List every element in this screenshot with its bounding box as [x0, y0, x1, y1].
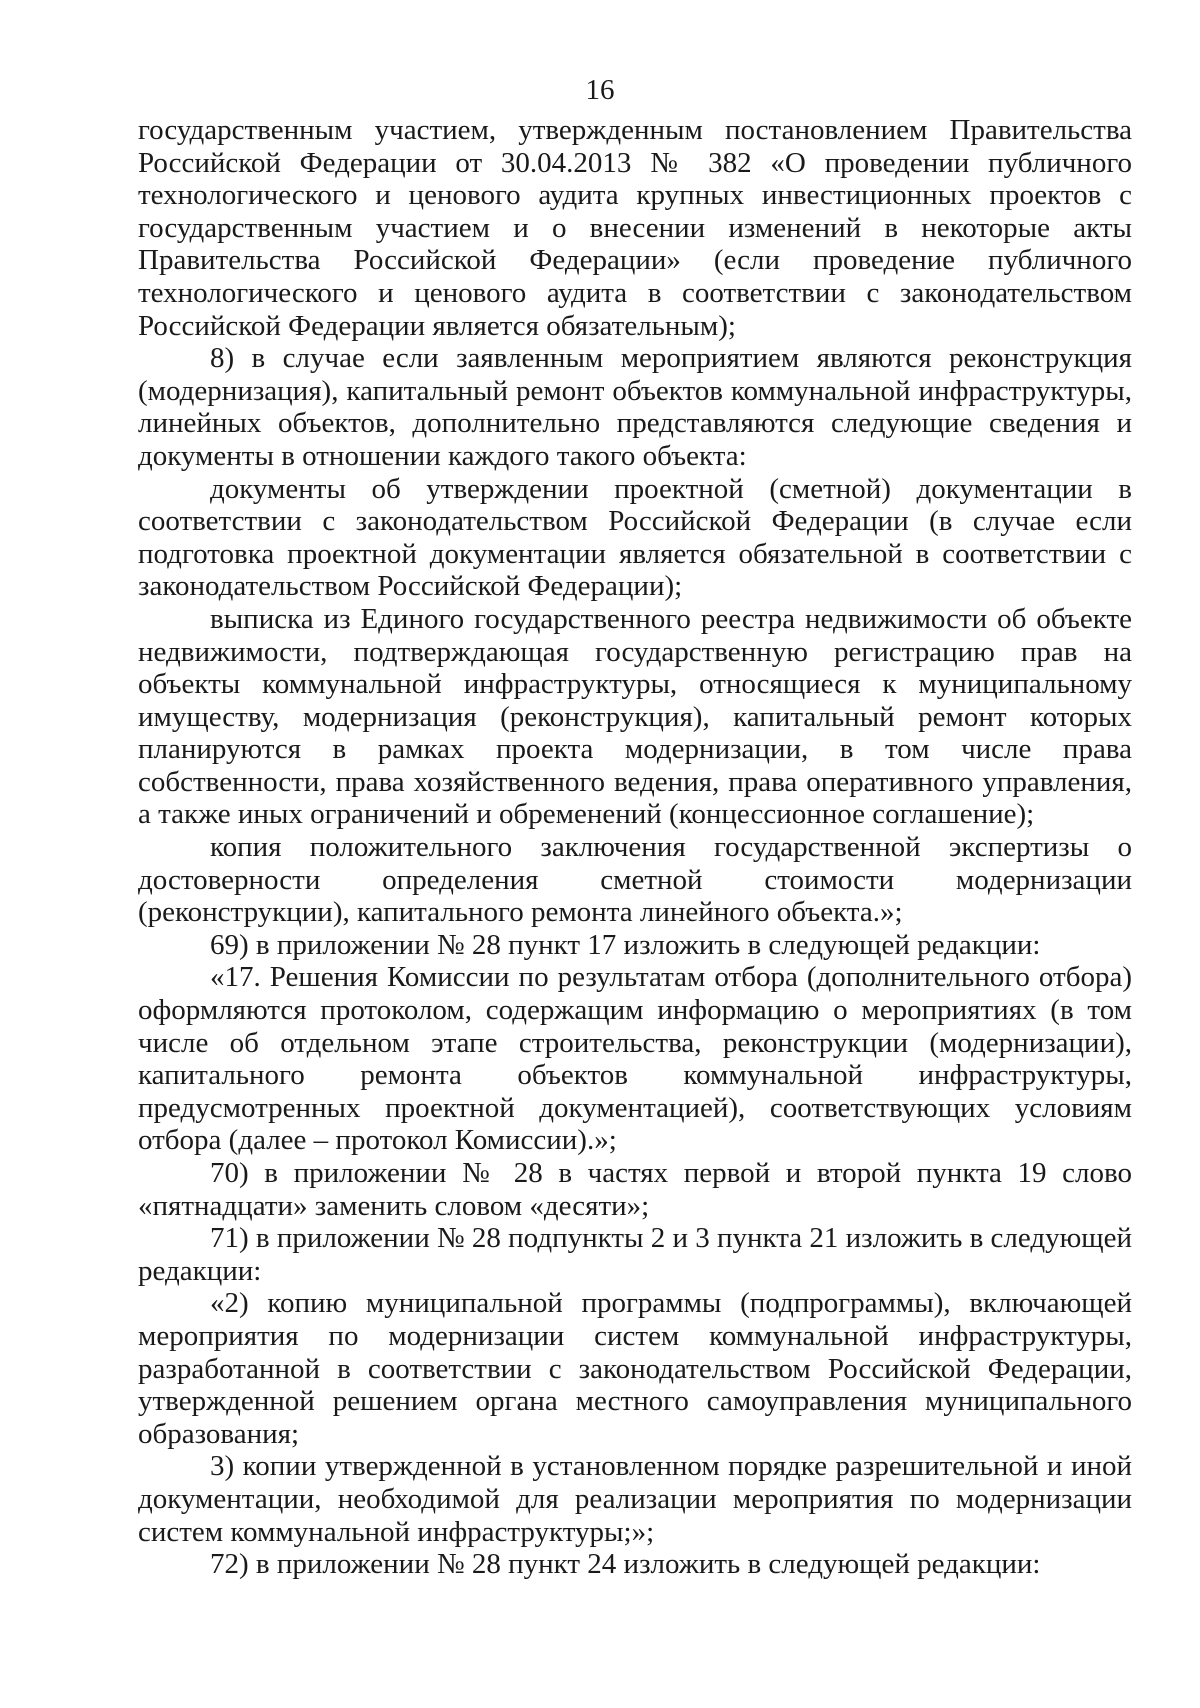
document-body	[138, 114, 1132, 1581]
paragraph-11: 3) копии утвержденной в установленном порядке разрешительной и иной документации, необходимой для реализации мероприятия по модернизации систем коммунальной инфраструктуры;»;	[138, 1450, 1132, 1548]
paragraph-8: 70) в приложении № 28 в частях первой и второй пункта 19 слово «пятнадцати» заменить словом «десяти»;	[138, 1157, 1132, 1222]
paragraph-5: копия положительного заключения государственной экспертизы о достоверности определения сметной стоимости модернизации (реконструкции), капитального ремонта линейного объекта.»;	[138, 831, 1132, 929]
page-number: 16	[585, 74, 615, 106]
paragraph-2: 8) в случае если заявленным мероприятием являются реконструкция (модернизация), капитальный ремонт объектов коммунальной инфраструктуры, линейных объектов, дополнительно представляются следующие сведения и документы в отношении каждого такого объекта:	[138, 342, 1132, 472]
paragraph-1: государственным участием, утвержденным постановлением Правительства Российской Федерации от 30.04.2013 № 382 «О проведении публичного технологического и ценового аудита крупных инвестиционных проектов с государственным участием и о внесении изменений в некоторые акты Правительства Российской Федерации» (если проведение публичного технологического и ценового аудита в соответствии с законодательством Российской Федерации является обязательным);	[138, 114, 1132, 342]
paragraph-7: «17. Решения Комиссии по результатам отбора (дополнительного отбора) оформляются протоколом, содержащим информацию о мероприятиях (в том числе об отдельном этапе строительства, реконструкции (модернизации), капитального ремонта объектов коммунальной инфраструктуры, предусмотренных проектной документацией), соответствующих условиям отбора (далее – протокол Комиссии).»;	[138, 961, 1132, 1157]
paragraph-6: 69) в приложении № 28 пункт 17 изложить в следующей редакции:	[210, 928, 1041, 961]
paragraph-9: 71) в приложении № 28 подпункты 2 и 3 пункта 21 изложить в следующей редакции:	[138, 1222, 1132, 1287]
paragraph-3: документы об утверждении проектной (сметной) документации в соответствии с законодательством Российской Федерации (в случае если подготовка проектной документации является обязательной в соответствии с законодательством Российской Федерации);	[138, 472, 1132, 603]
paragraph-10: «2) копию муниципальной программы (подпрограммы), включающей мероприятия по модернизации систем коммунальной инфраструктуры, разработанной в соответствии с законодательством Российской Федерации, утвержденной решением органа местного самоуправления муниципального образования;	[138, 1287, 1132, 1450]
paragraph-12: 72) в приложении № 28 пункт 24 изложить в следующей редакции:	[210, 1548, 1041, 1581]
paragraph-4: выписка из Единого государственного реестра недвижимости об объекте недвижимости, подтверждающая государственную регистрацию прав на объекты коммунальной инфраструктуры, относящиеся к муниципальному имуществу, модернизация (реконструкция), капитальный ремонт которых планируются в рамках проекта модернизации, в том числе права собственности, права хозяйственного ведения, права оперативного управления, а также иных ограничений и обременений (концессионное соглашение);	[138, 602, 1132, 831]
